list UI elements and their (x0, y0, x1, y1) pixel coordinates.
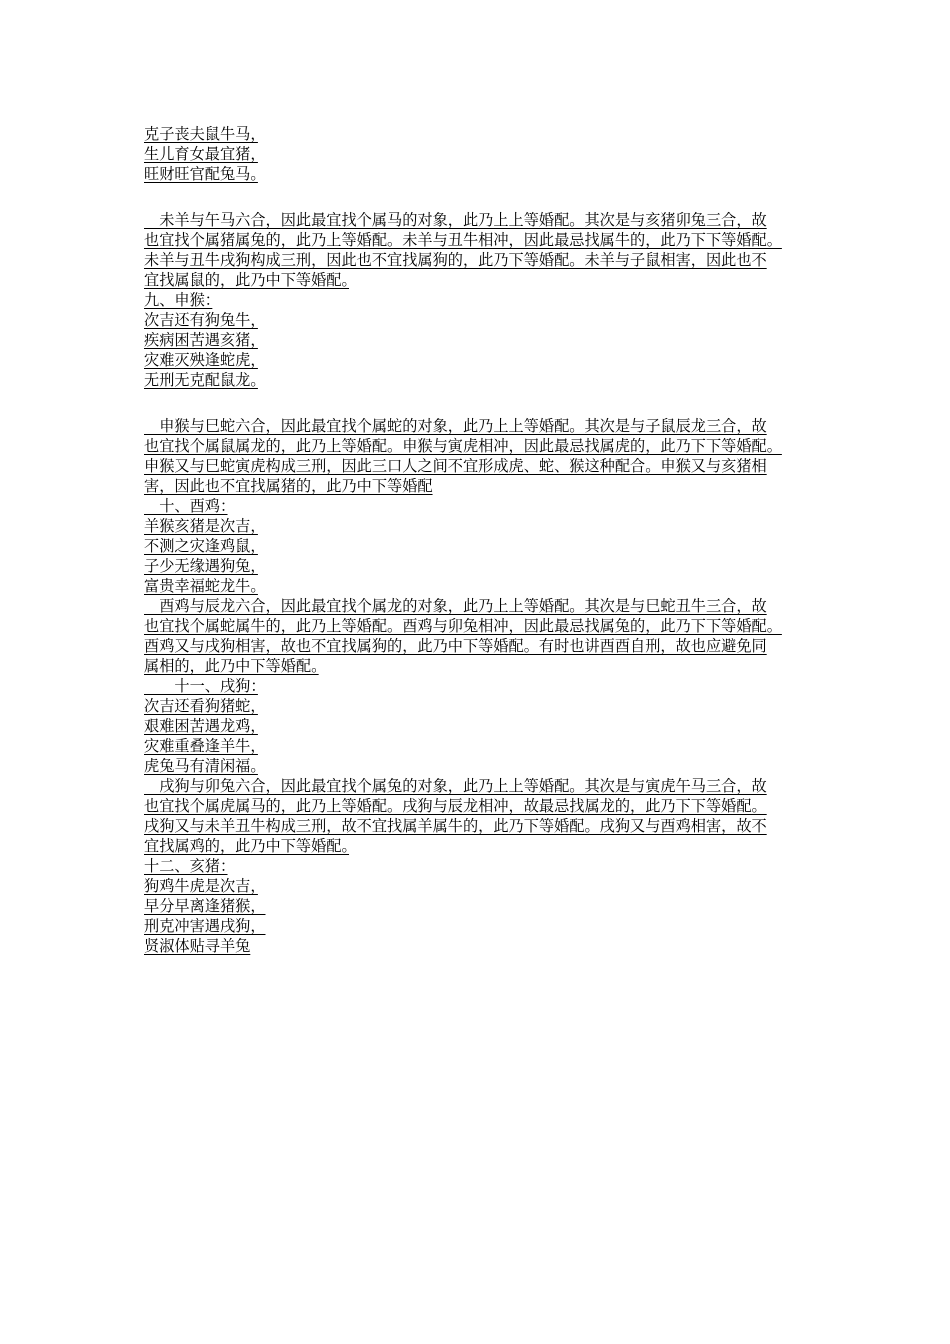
paragraph-gap (144, 184, 834, 210)
paragraph-line: 酉鸡又与戌狗相害，故也不宜找属狗的，此乃中下等婚配。有时也讲酉酉自刑，故也应避免同 (144, 637, 767, 655)
verse-line: 富贵幸福蛇龙牛。 (144, 577, 258, 595)
verse-line: 无刑无克配鼠龙。 (144, 371, 258, 389)
verse-line: 艰难困苦遇龙鸡， (144, 717, 258, 735)
verse-line: 灾难重叠逢羊牛， (144, 737, 258, 755)
paragraph-line: 宜找属鸡的，此乃中下等婚配。 (144, 837, 350, 855)
paragraph-line: 也宜找个属鼠属龙的，此乃上等婚配。申猴与寅虎相冲，因此最忌找属虎的，此乃下下等婚配。 (144, 437, 782, 455)
verse-line: 旺财旺官配兔马。 (144, 165, 258, 183)
section-title: 十、酉鸡： (144, 497, 228, 515)
document-body (144, 124, 834, 956)
verse-line: 子少无缘遇狗兔， (144, 557, 258, 575)
verse-line: 羊猴亥猪是次吉， (144, 517, 258, 535)
paragraph-line: 申猴与巳蛇六合，因此最宜找个属蛇的对象，此乃上上等婚配。其次是与子鼠辰龙三合，故 (144, 417, 767, 435)
section-title: 十一、戌狗： (144, 677, 258, 695)
verse-line: 不测之灾逢鸡鼠， (144, 537, 258, 555)
verse-line: 次吉还有狗兔牛， (144, 311, 258, 329)
paragraph-line: 戌狗与卯兔六合，因此最宜找个属兔的对象，此乃上上等婚配。其次是与寅虎午马三合，故 (144, 777, 767, 795)
paragraph-line: 也宜找个属猪属兔的，此乃上等婚配。未羊与丑牛相冲，因此最忌找属牛的，此乃下下等婚配。 (144, 231, 782, 249)
verse-line: 狗鸡牛虎是次吉， (144, 877, 258, 895)
paragraph-line: 也宜找个属虎属马的，此乃上等婚配。戌狗与辰龙相冲，故最忌找属龙的，此乃下下等婚配。 (144, 797, 767, 815)
paragraph-line: 属相的，此乃中下等婚配。 (144, 657, 319, 675)
section-title: 九、申猴： (144, 291, 213, 309)
paragraph-line: 未羊与午马六合，因此最宜找个属马的对象，此乃上上等婚配。其次是与亥猪卯兔三合，故 (144, 211, 767, 229)
verse-line: 贤淑体贴寻羊兔 (144, 937, 251, 955)
paragraph-line: 宜找属鼠的，此乃中下等婚配。 (144, 271, 350, 289)
verse-line: 刑克冲害遇戌狗， (144, 917, 266, 935)
paragraph-line: 酉鸡与辰龙六合，因此最宜找个属龙的对象，此乃上上等婚配。其次是与巳蛇丑牛三合，故 (144, 597, 767, 615)
paragraph-line: 申猴又与巳蛇寅虎构成三刑，因此三口人之间不宜形成虎、蛇、猴这种配合。申猴又与亥猪相 (144, 457, 767, 475)
verse-line: 次吉还看狗猪蛇， (144, 697, 258, 715)
paragraph-line: 未羊与丑牛戌狗构成三刑，因此也不宜找属狗的，此乃下等婚配。未羊与子鼠相害，因此也不 (144, 251, 767, 269)
verse-line: 虎兔马有清闲福。 (144, 757, 258, 775)
verse-line: 灾难灭殃逢蛇虎， (144, 351, 258, 369)
verse-line: 生儿育女最宜猪， (144, 145, 258, 163)
paragraph-line: 害，因此也不宜找属猪的，此乃中下等婚配 (144, 477, 433, 495)
verse-line: 早分早离逢猪猴， (144, 897, 266, 915)
verse-line: 克子丧夫鼠牛马， (144, 125, 258, 143)
verse-line: 疾病困苦遇亥猪， (144, 331, 258, 349)
paragraph-line: 也宜找个属蛇属牛的，此乃上等婚配。酉鸡与卯兔相冲，因此最忌找属兔的，此乃下下等婚配。 (144, 617, 782, 635)
paragraph-line: 戌狗又与未羊丑牛构成三刑，故不宜找属羊属牛的，此乃下等婚配。戌狗又与酉鸡相害，故不 (144, 817, 767, 835)
section-title: 十二、亥猪： (144, 857, 228, 875)
paragraph-gap (144, 390, 834, 416)
